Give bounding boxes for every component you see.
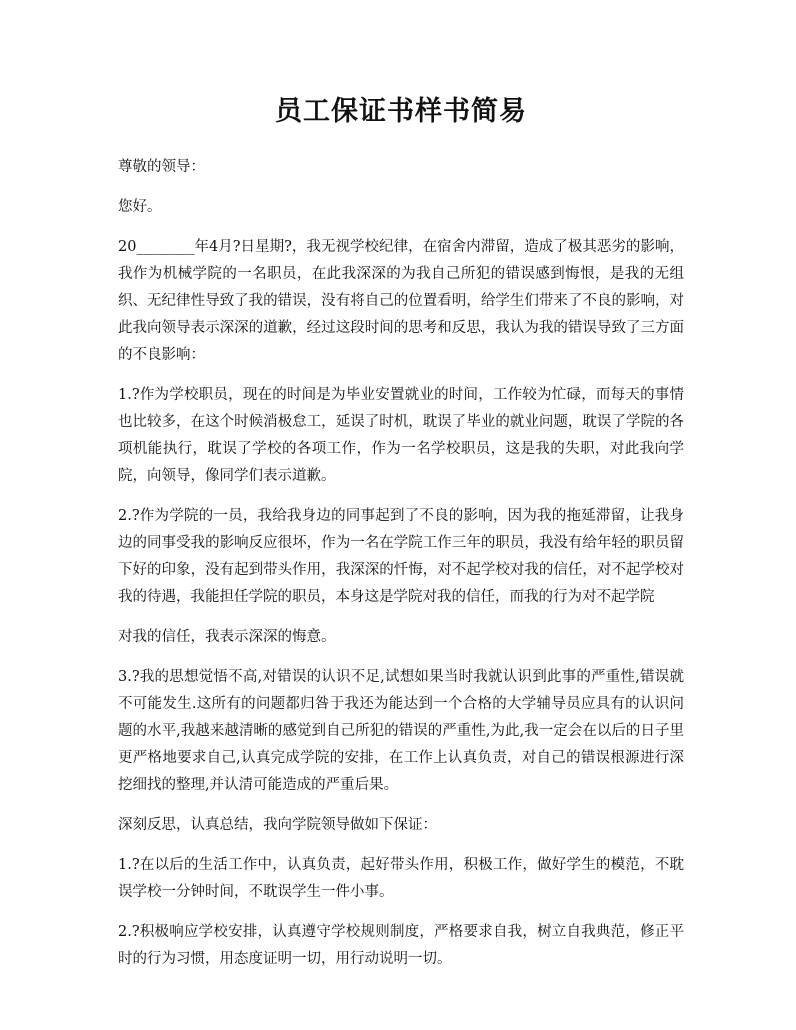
guarantee-item-2: 2.?积极响应学校安排，认真遵守学校规则制度，严格要求自我，树立自我典范，修正平时的行为习惯，用态度证明一切，用行动说明一切。 <box>118 924 684 967</box>
impact-point-2-continued: 对我的信任，我表示深深的悔意。 <box>118 629 336 645</box>
greeting: 您好。 <box>118 199 162 215</box>
guarantee-item-1: 1.?在以后的生活工作中，认真负责，起好带头作用，积极工作，做好学生的模范，不耽误学校一分钟时间，不耽误学生一件小事。 <box>118 857 684 900</box>
impact-point-1: 1.?作为学校职员，现在的时间是为毕业安置就业的时间，工作较为忙碌，而每天的事情也比较多，在这个时候消极怠工，延误了时机，耽误了毕业的就业问题，耽误了学院的各项机能执行，耽误了学校的各项工作，作为一名学校职员，这是我的失职，对此我向学院，向领导，像同学们表示道歉。 <box>118 387 684 484</box>
impact-point-2: 2.?作为学院的一员，我给我身边的同事起到了不良的影响，因为我的拖延滞留，让我身边的同事受我的影响反应很坏，作为一名在学院工作三年的职员，我没有给年轻的职员留下好的印象，没有起到带头作用，我深深的忏悔，对不起学校对我的信任，对不起学校对我的待遇，我能担任学院的职员，本身这是学院对我的信任，而我的行为对不起学院 <box>118 508 684 605</box>
impact-point-3: 3.?我的思想觉悟不高,对错误的认识不足,试想如果当时我就认识到此事的严重性,错误就不可能发生.这所有的问题都归咎于我还为能达到一个合格的大学辅导员应具有的认识问题的水平,我越来越清晰的感觉到自己所犯的错误的严重性,为此,我一定会在以后的日子里更严格地要求自己,认真完成学院的安排，在工作上认真负责，对自己的错误根源进行深挖细找的整理,并认清可能造成的严重后果。 <box>118 669 684 793</box>
salutation: 尊敬的领导： <box>118 159 205 175</box>
intro-paragraph: 20________年4月?日星期?，我无视学校纪律，在宿舍内滞留，造成了极其恶劣的影响，我作为机械学院的一名职员，在此我深深的为我自己所犯的错误感到悔恨，是我的无组织、无纪律性导致了我的错误，没有将自己的位置看明，给学生们带来了不良的影响，对此我向领导表示深深的道歉，经过这段时间的思考和反思，我认为我的错误导致了三方面的不良影响： <box>118 239 684 363</box>
document-title: 员工保证书样书简易 <box>275 96 527 127</box>
document-page <box>118 92 684 986</box>
guarantee-intro: 深刻反思，认真总结，我向学院领导做如下保证： <box>118 817 437 833</box>
